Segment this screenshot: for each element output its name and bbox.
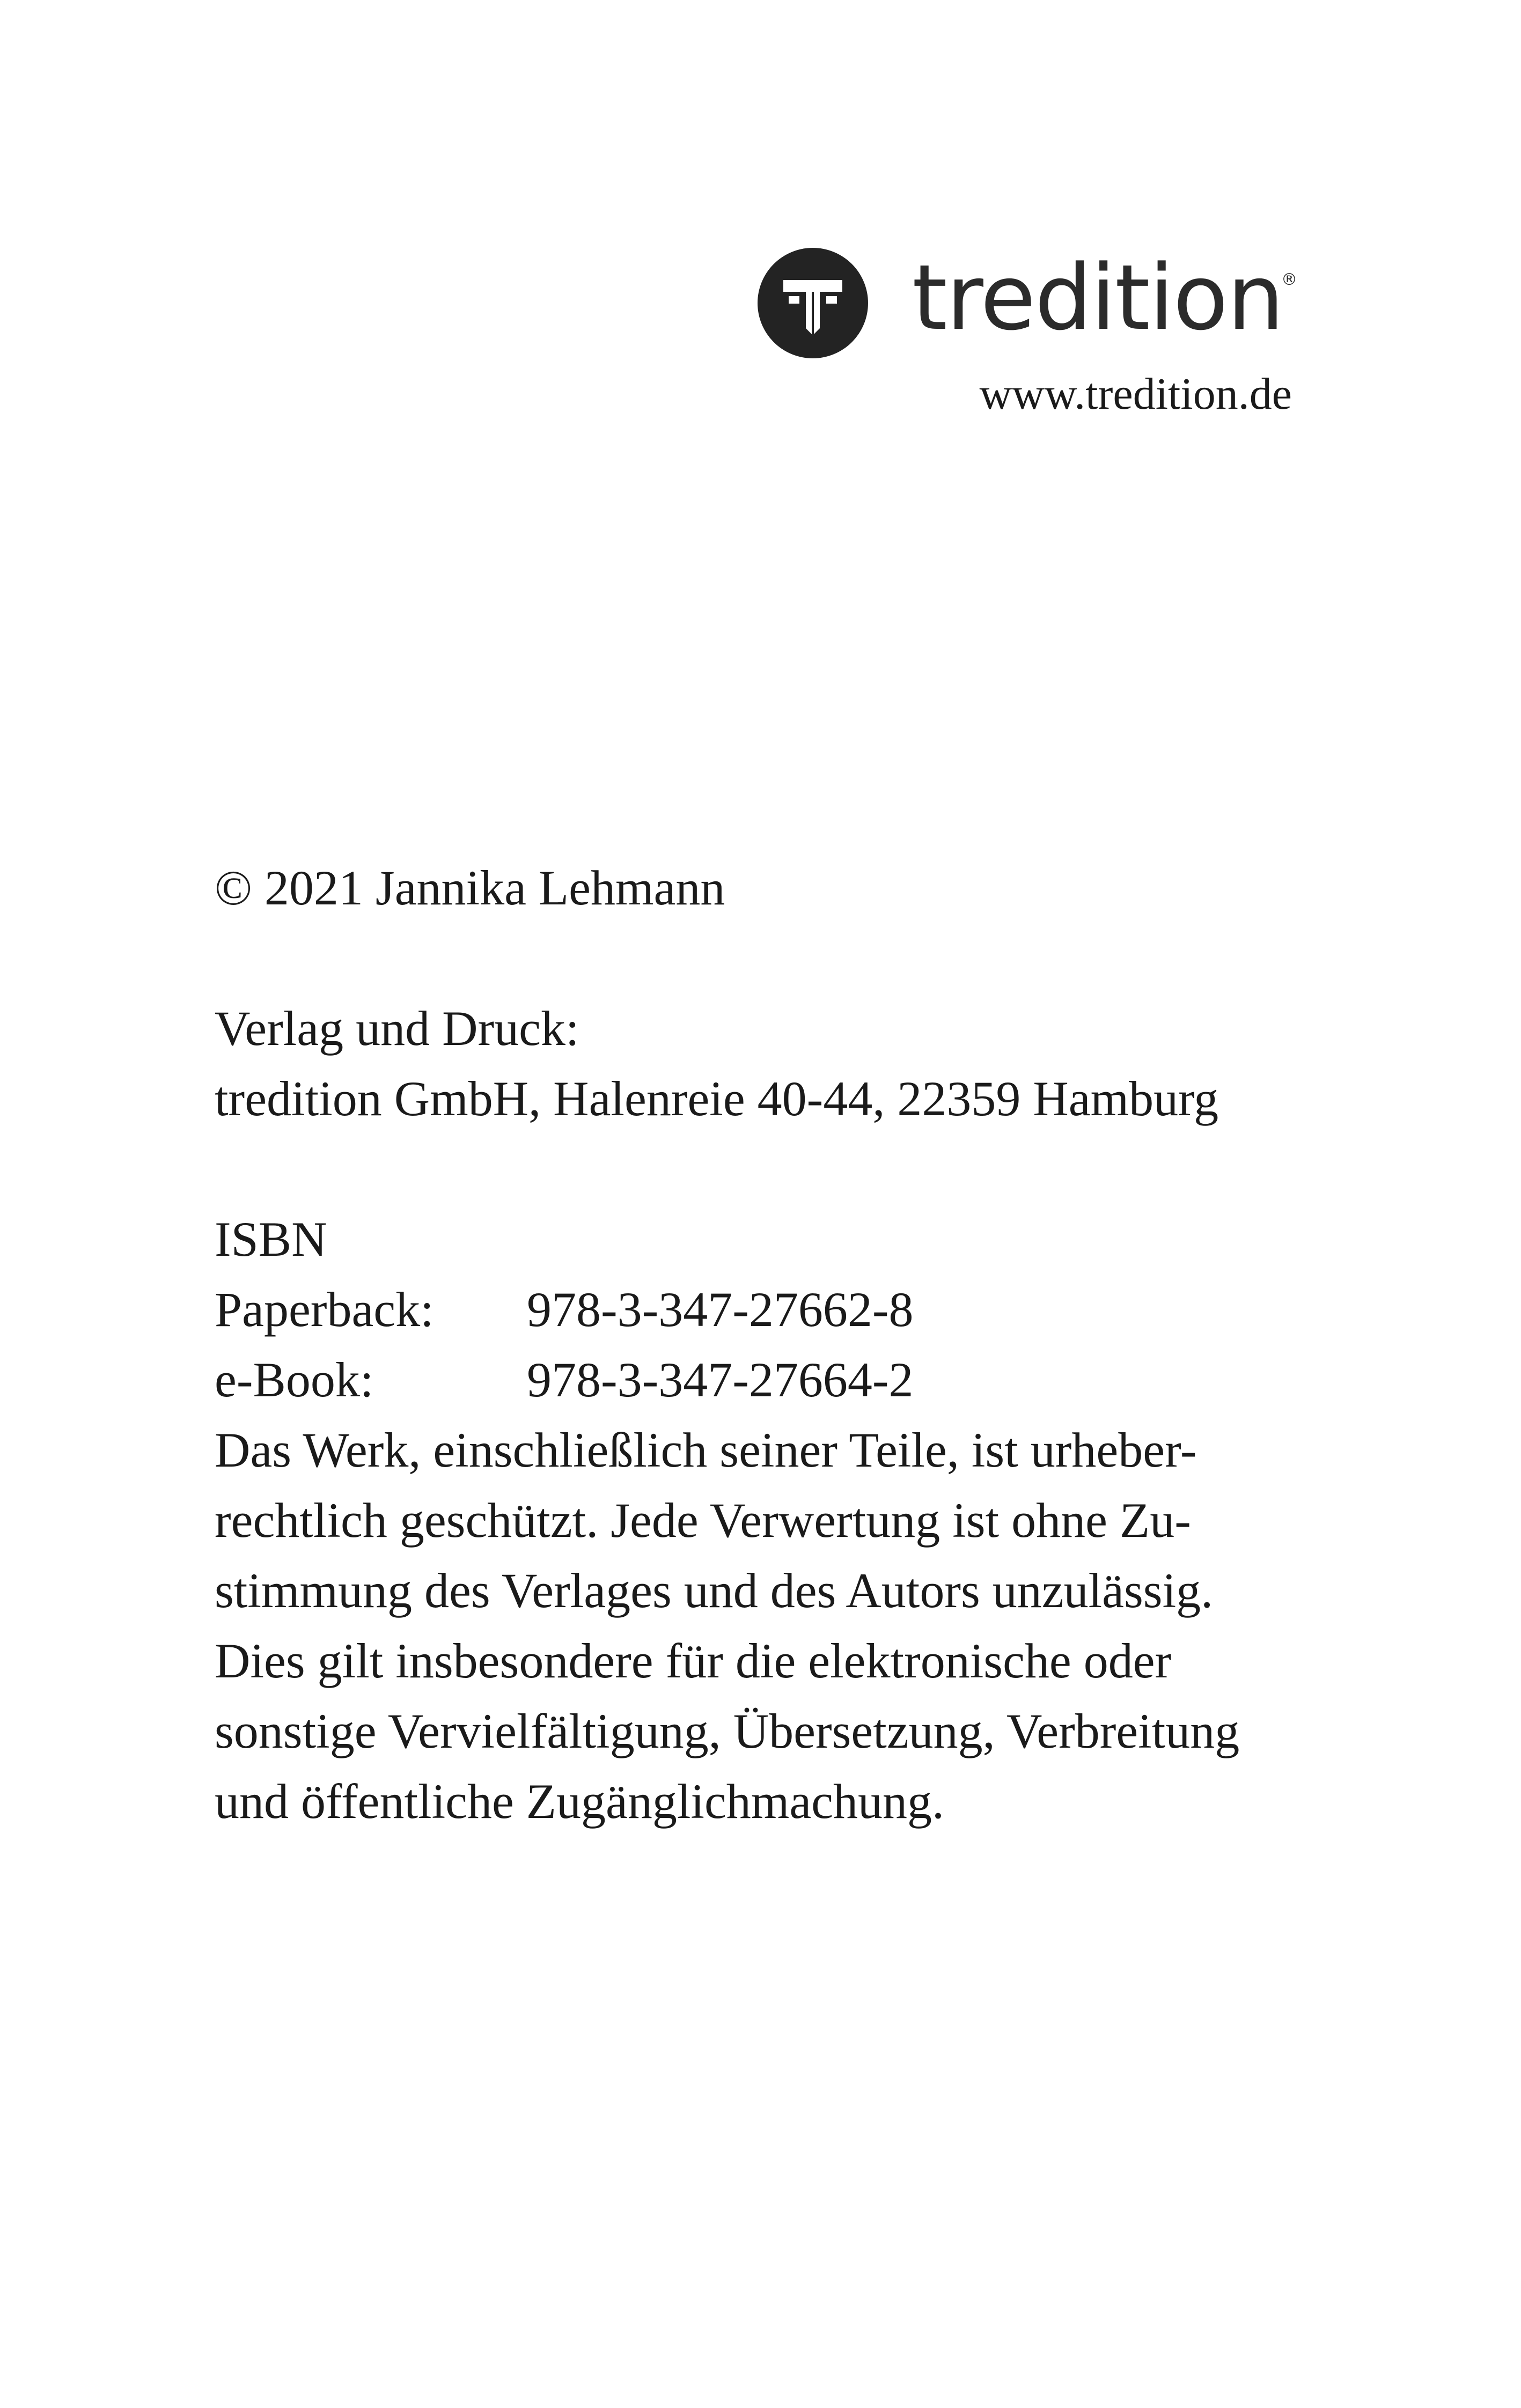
isbn-row-ebook bbox=[215, 1345, 1320, 1415]
copyright-line: © 2021 Jannika Lehmann bbox=[215, 860, 725, 915]
isbn-value: 978-3-347-27662-8 bbox=[527, 1282, 914, 1337]
registered-mark: ® bbox=[1281, 270, 1297, 289]
logo-wordmark: tredition bbox=[912, 245, 1283, 350]
legal-notice-line: und öffentliche Zugänglichmachung. bbox=[215, 1774, 945, 1829]
tredition-logo-icon bbox=[756, 247, 869, 359]
imprint-heading: Verlag und Druck: bbox=[215, 1001, 579, 1056]
legal-notice-line: sonstige Vervielfältigung, Übersetzung, Verbreitung bbox=[215, 1704, 1240, 1758]
isbn-label: Paperback: bbox=[215, 1282, 434, 1337]
isbn-value: 978-3-347-27664-2 bbox=[527, 1352, 914, 1407]
isbn-label: e-Book: bbox=[215, 1352, 374, 1407]
imprint-page-body bbox=[215, 853, 1320, 1837]
imprint-address: tredition GmbH, Halenreie 40-44, 22359 Hamburg bbox=[215, 1071, 1219, 1126]
isbn-heading: ISBN bbox=[215, 1212, 327, 1266]
legal-notice-line: stimmung des Verlages und des Autors unzulässig. bbox=[215, 1563, 1214, 1618]
publisher-url: www.tredition.de bbox=[979, 369, 1292, 419]
isbn-row-paperback bbox=[215, 1275, 1320, 1345]
publisher-logo bbox=[756, 247, 1304, 365]
legal-notice-line: Das Werk, einschließlich seiner Teile, ist urheber- bbox=[215, 1423, 1197, 1477]
legal-notice-line: rechtlich geschützt. Jede Verwertung ist ohne Zu- bbox=[215, 1493, 1191, 1548]
legal-notice-line: Dies gilt insbesondere für die elektronische oder bbox=[215, 1633, 1172, 1688]
